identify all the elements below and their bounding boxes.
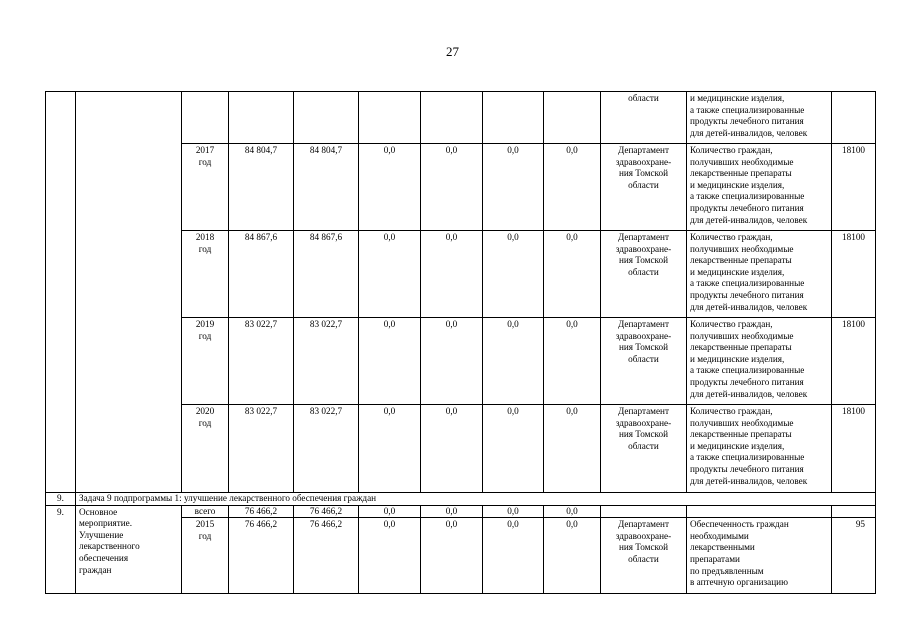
program-table: [45, 91, 876, 594]
indicator-value-cell: 18100: [832, 405, 876, 493]
budget-cell: 84 804,7: [294, 144, 359, 231]
task-number: 9.: [46, 493, 76, 506]
department-cell: области: [601, 92, 687, 144]
amount-cell: 0,0: [483, 405, 544, 493]
amount-cell: 0,0: [483, 318, 544, 405]
year-cell: 2018 год: [182, 231, 229, 318]
department-cell: Департамент здравоохране- ния Томской области: [601, 318, 687, 405]
name-cell: [76, 92, 182, 493]
amount-cell: 0,0: [421, 318, 483, 405]
department-cell: Департамент здравоохране- ния Томской области: [601, 405, 687, 493]
budget-cell: 84 867,6: [294, 231, 359, 318]
total-cell: 76 466,2: [229, 505, 294, 518]
indicator-cell: Количество граждан, получивших необходимые лекарственные препараты и медицинские изделия, а также специализированные продукты лечебного питания для детей-инвалидов, человек: [687, 144, 832, 231]
amount-cell: 0,0: [359, 231, 421, 318]
year-cell: 2017 год: [182, 144, 229, 231]
amount-cell: 0,0: [421, 231, 483, 318]
amount-cell: 0,0: [483, 144, 544, 231]
amount-cell: 0,0: [544, 505, 601, 518]
task-title: Задача 9 подпрограммы 1: улучшение лекарственного обеспечения граждан: [76, 493, 876, 506]
indicator-cell: Обеспеченность граждан необходимыми лекарственными препаратами по предъявленным в аптечную организацию: [687, 518, 832, 594]
task-row: [46, 493, 876, 506]
amount-cell: 0,0: [544, 318, 601, 405]
indicator-cell: и медицинские изделия, а также специализированные продукты лечебного питания для детей-инвалидов, человек: [687, 92, 832, 144]
amount-cell: 0,0: [544, 518, 601, 594]
budget-cell: 83 022,7: [294, 405, 359, 493]
table-row: [46, 92, 876, 144]
page-number: 27: [446, 44, 459, 59]
indicator-cell: Количество граждан, получивших необходимые лекарственные препараты и медицинские изделия, а также специализированные продукты лечебного питания для детей-инвалидов, человек: [687, 231, 832, 318]
budget-cell: 76 466,2: [294, 505, 359, 518]
budget-cell: 83 022,7: [294, 318, 359, 405]
number-cell: [46, 92, 76, 493]
total-cell: 84 867,6: [229, 231, 294, 318]
amount-cell: 0,0: [421, 405, 483, 493]
indicator-value-cell: 18100: [832, 318, 876, 405]
total-cell: 84 804,7: [229, 144, 294, 231]
total-cell: 76 466,2: [229, 518, 294, 594]
indicator-value-cell: 18100: [832, 231, 876, 318]
measure-total-row: [46, 505, 876, 518]
total-cell: 83 022,7: [229, 318, 294, 405]
indicator-value-cell: 95: [832, 518, 876, 594]
year-cell: 2015 год: [182, 518, 229, 594]
amount-cell: 0,0: [359, 505, 421, 518]
amount-cell: 0,0: [483, 231, 544, 318]
amount-cell: 0,0: [544, 405, 601, 493]
budget-cell: 76 466,2: [294, 518, 359, 594]
amount-cell: 0,0: [359, 318, 421, 405]
indicator-value-cell: 18100: [832, 144, 876, 231]
total-label: всего: [182, 505, 229, 518]
department-cell: Департамент здравоохране- ния Томской области: [601, 231, 687, 318]
department-cell: Департамент здравоохране- ния Томской области: [601, 144, 687, 231]
total-cell: 83 022,7: [229, 405, 294, 493]
measure-number: 9.: [46, 505, 76, 594]
amount-cell: 0,0: [483, 518, 544, 594]
amount-cell: 0,0: [421, 518, 483, 594]
year-cell: 2020 год: [182, 405, 229, 493]
amount-cell: 0,0: [359, 144, 421, 231]
indicator-cell: Количество граждан, получивших необходимые лекарственные препараты и медицинские изделия, а также специализированные продукты лечебного питания для детей-инвалидов, человек: [687, 318, 832, 405]
amount-cell: 0,0: [359, 518, 421, 594]
amount-cell: 0,0: [421, 144, 483, 231]
amount-cell: 0,0: [421, 505, 483, 518]
amount-cell: 0,0: [544, 231, 601, 318]
amount-cell: 0,0: [359, 405, 421, 493]
measure-name: Основное мероприятие. Улучшение лекарственного обеспечения граждан: [76, 505, 182, 594]
department-cell: Департамент здравоохране- ния Томской области: [601, 518, 687, 594]
indicator-cell: Количество граждан, получивших необходимые лекарственные препараты и медицинские изделия, а также специализированные продукты лечебного питания для детей-инвалидов, человек: [687, 405, 832, 493]
amount-cell: 0,0: [483, 505, 544, 518]
amount-cell: 0,0: [544, 144, 601, 231]
year-cell: 2019 год: [182, 318, 229, 405]
